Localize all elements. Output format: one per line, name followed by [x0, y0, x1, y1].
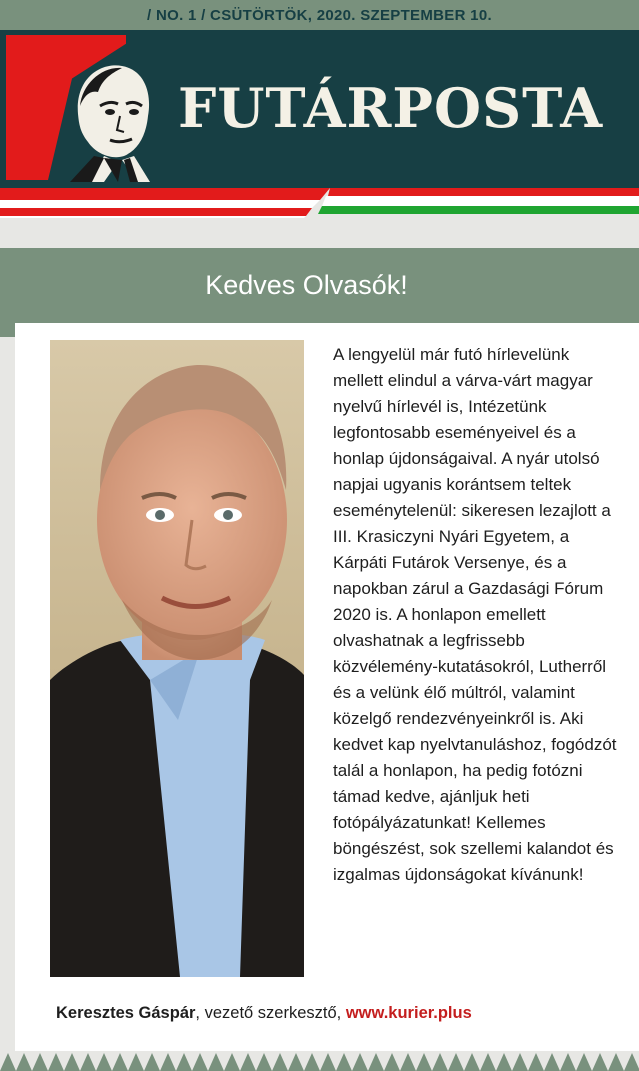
issue-line: / NO. 1 / CSÜTÖRTÖK, 2020. SZEPTEMBER 10.	[147, 6, 492, 24]
article-card	[15, 323, 639, 1051]
greeting-header	[0, 248, 639, 323]
article-body: A lengyelül már futó hírlevelünk mellett elindul a várva-várt magyar nyelvű hírlevél is, Intézetünk legfontosabb eseményeivel és a honlap újdonságaival. A nyár utolsó napjai ugyanis korántsem teltek eseménytelenül: sikeresen lezajlott a III. Krasiczyni Nyári Egyetem, a Kárpáti Futárok Versenye, és a napokban zárul a Gazdasági Fórum 2020 is. A honlapon emellett olvashatnak a legfrissebb közvélemény-kutatásokról, Lutherről és a velünk élő múltról, valamint közelgő rendezvényeinkről is. Aki kedvet kap nyelvtanuláshoz, fogódzót talál a honlapon, ha pedig fotózni támad kedve, ajánljuk heti fotópályázatunkat! Kellemes böngészést, sok szellemi kalandot és izgalmas újdonságokat kívánunk!	[333, 345, 617, 884]
editor-portrait-image	[50, 340, 304, 977]
zigzag-border	[0, 1051, 639, 1071]
signature-line	[56, 1004, 472, 1023]
masthead	[0, 30, 639, 188]
editor-photo	[50, 340, 304, 977]
header-tab	[0, 323, 15, 337]
portrait-logo-icon	[60, 44, 160, 182]
issue-bar	[0, 0, 639, 30]
editor-name: Keresztes Gáspár	[56, 1004, 196, 1022]
editor-role: , vezető szerkesztő,	[195, 1004, 346, 1022]
separator-band	[0, 222, 639, 248]
greeting-title: Kedves Olvasók!	[205, 270, 408, 300]
masthead-title: FUTÁRPOSTA	[178, 76, 604, 140]
flag-stripes	[0, 188, 639, 222]
website-link[interactable]: www.kurier.plus	[345, 1004, 472, 1022]
